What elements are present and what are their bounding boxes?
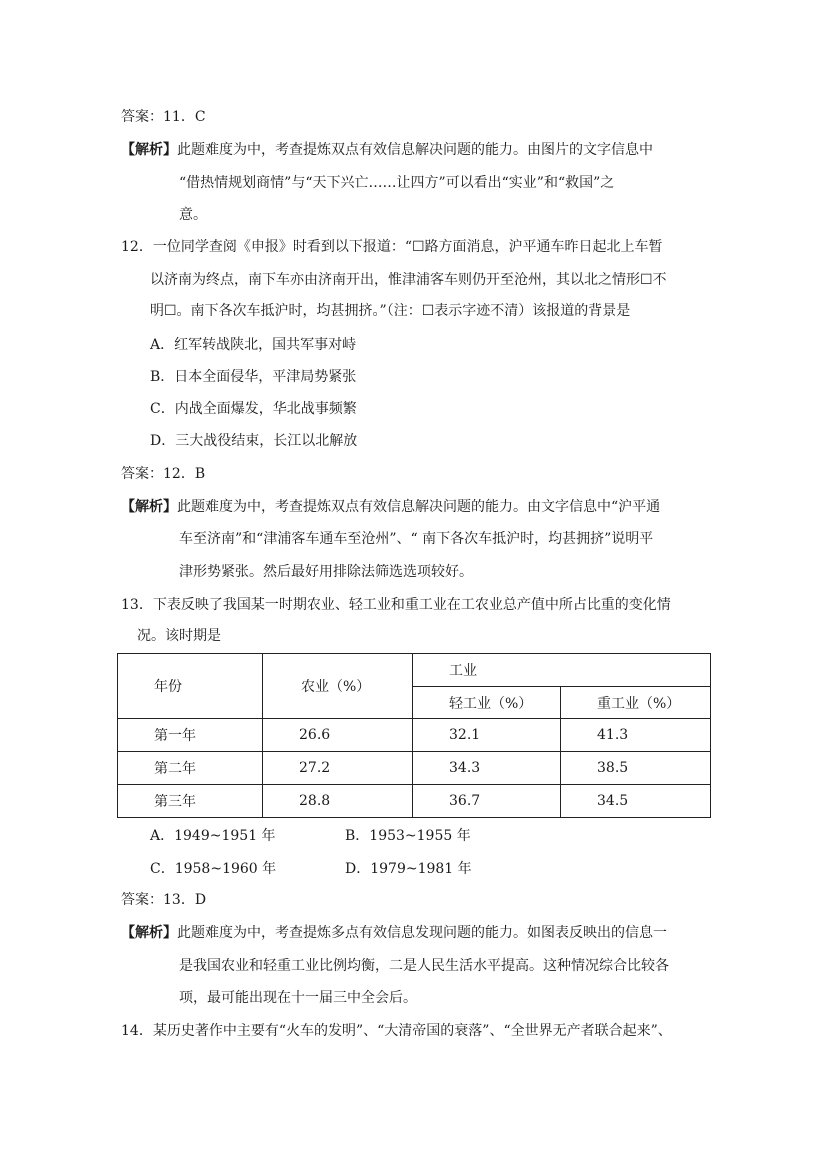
- explanation-13-line-2: 是我国农业和轻重工业比例均衡，二是人民生活水平提高。这种情况综合比较各: [179, 958, 669, 974]
- question-13-line-2: 况。该时期是: [137, 628, 221, 644]
- cell-light: 34.3: [413, 752, 561, 785]
- question-13-line-1: 13．下表反映了我国某一时期农业、轻工业和重工业在工农业总产值中所占比重的变化情: [121, 597, 671, 613]
- explanation-12-line-2: 车至济南”和“津浦客车通车至沧州”、“ 南下各次车抵沪时，均甚拥挤”说明平: [179, 531, 654, 547]
- cell-year: 第二年: [118, 752, 263, 785]
- explanation-label: 【解析】: [121, 925, 177, 941]
- cell-agriculture: 26.6: [263, 719, 413, 752]
- cell-light: 36.7: [413, 785, 561, 818]
- option-13-c: C．1958~1960 年: [150, 861, 277, 877]
- option-12-a: A．红军转战陕北，国共军事对峙: [150, 337, 357, 353]
- explanation-13-line-3: 项，最可能出现在十一届三中全会后。: [179, 990, 417, 1006]
- explanation-13-line-1: [121, 923, 667, 943]
- header-year: 年份: [118, 654, 263, 719]
- cell-heavy: 38.5: [561, 752, 711, 785]
- cell-agriculture: 28.8: [263, 785, 413, 818]
- explanation-12-line-1: [121, 497, 660, 517]
- cell-heavy: 41.3: [561, 719, 711, 752]
- answer-11: 答案：11．C: [121, 109, 206, 125]
- explanation-12-line-3: 津形势紧张。然后最好用排除法筛选选项较好。: [179, 564, 473, 580]
- explanation-label: 【解析】: [121, 142, 177, 158]
- explanation-11-line-3: 意。: [179, 207, 207, 223]
- question-12-line-1: 12．一位同学查阅《申报》时看到以下报道：“☐路方面消息，沪平通车昨日起北上车暂: [121, 239, 663, 255]
- option-13-d: D．1979~1981 年: [345, 861, 472, 877]
- table-row: [118, 785, 711, 818]
- question-12-line-2: 以济南为终点，南下车亦由济南开出，惟津浦客车则仍开至沧州，其以北之情形☐不: [150, 272, 667, 288]
- option-13-b: B．1953~1955 年: [345, 828, 471, 844]
- table-row: [118, 752, 711, 785]
- explanation-text: 此题难度为中，考查提炼双点有效信息解决问题的能力。由文字信息中“沪平通: [177, 499, 661, 515]
- header-heavy-industry: 重工业（%）: [561, 687, 711, 719]
- header-light-industry: 轻工业（%）: [413, 687, 561, 719]
- explanation-label: 【解析】: [121, 499, 177, 515]
- option-12-d: D．三大战役结束，长江以北解放: [150, 433, 358, 449]
- option-12-c: C．内战全面爆发，华北战事频繁: [150, 401, 357, 417]
- table-row: [118, 719, 711, 752]
- cell-agriculture: 27.2: [263, 752, 413, 785]
- cell-heavy: 34.5: [561, 785, 711, 818]
- option-13-a: A．1949~1951 年: [150, 828, 276, 844]
- header-agriculture: 农业（%）: [263, 654, 413, 719]
- question-12-line-3: 明☐。南下各次车抵沪时，均甚拥挤。”（注：☐表示字迹不清）该报道的背景是: [150, 303, 631, 319]
- answer-13: 答案：13．D: [121, 892, 207, 908]
- proportion-table: [117, 653, 711, 818]
- explanation-text: 此题难度为中，考查提炼多点有效信息发现问题的能力。如图表反映出的信息一: [177, 925, 667, 941]
- cell-year: 第三年: [118, 785, 263, 818]
- header-industry: 工业: [413, 654, 711, 687]
- cell-year: 第一年: [118, 719, 263, 752]
- option-12-b: B．日本全面侵华，平津局势紧张: [150, 369, 357, 385]
- answer-12: 答案：12．B: [121, 466, 206, 482]
- question-14-line-1: 14．某历史著作中主要有“火车的发明”、“大清帝国的衰落”、“全世界无产者联合起来”、: [121, 1023, 672, 1039]
- explanation-11-line-1: [121, 140, 653, 160]
- explanation-text: 此题难度为中，考查提炼双点有效信息解决问题的能力。由图片的文字信息中: [177, 142, 653, 158]
- cell-light: 32.1: [413, 719, 561, 752]
- explanation-11-line-2: “借热情规划商情”与“天下兴亡……让四方”可以看出“实业”和“救国”之: [179, 175, 615, 191]
